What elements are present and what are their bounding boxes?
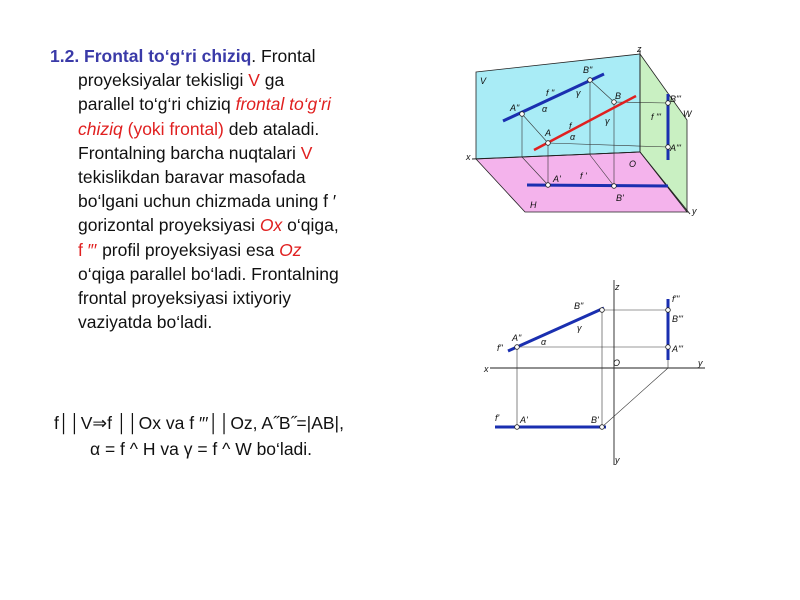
- svg-text:α: α: [570, 132, 576, 142]
- svg-text:A: A: [545, 128, 552, 138]
- svg-text:f ': f ': [580, 171, 587, 181]
- label-h: H: [530, 200, 537, 210]
- svg-text:A': A': [553, 174, 561, 184]
- label-x: x: [466, 152, 471, 162]
- svg-text:f ": f ": [546, 88, 555, 98]
- svg-text:f": f": [497, 343, 503, 353]
- formula-block: [54, 410, 394, 462]
- svg-text:γ: γ: [576, 88, 581, 98]
- description-paragraph: 1.2. Frontal to‘g‘ri chiziq. Frontal proyeksiyalar tekisligi V ga parallel to‘g‘ri chiziq frontal to‘g‘ri chiziq (yoki frontal) deb ataladi. Frontalning barcha nuqtalari V tekislikdan baravar masofada bo‘lgani uchun chizmada uning f ′ gorizontal proyeksiyasi Ox o‘qiga, f ″′ profil proyeksiyasi esa Oz o‘qiga parallel bo‘ladi. Frontalning frontal proyeksiyasi ixtiyoriy vaziyatda bo‘ladi.: [50, 44, 400, 334]
- svg-text:α: α: [542, 104, 548, 114]
- formula-line-2: α = f ^ H va γ = f ^ W bo‘ladi.: [90, 439, 313, 459]
- svg-text:B: B: [615, 91, 622, 101]
- line-f-frontal-proj: [508, 308, 604, 351]
- term-frontal: frontal to‘g‘ri: [235, 94, 331, 115]
- svg-text:f "': f "': [651, 112, 661, 122]
- svg-text:γ: γ: [577, 323, 582, 333]
- svg-text:B"': B"': [672, 314, 683, 324]
- projection-lines: [517, 310, 668, 427]
- svg-text:B": B": [583, 65, 593, 75]
- label-v: V: [480, 76, 487, 86]
- svg-text:f"': f"': [672, 294, 680, 304]
- svg-text:A': A': [520, 415, 528, 425]
- svg-text:A": A": [510, 103, 520, 113]
- svg-text:y: y: [615, 455, 620, 465]
- svg-text:O: O: [613, 358, 621, 368]
- epure-diagram: [480, 275, 710, 470]
- svg-text:A"': A"': [672, 344, 683, 354]
- svg-text:y: y: [698, 358, 703, 368]
- label-w: W: [683, 109, 692, 119]
- svg-text:B': B': [616, 193, 624, 203]
- svg-text:O: O: [629, 159, 637, 169]
- svg-text:A": A": [512, 333, 522, 343]
- svg-text:z: z: [615, 282, 620, 292]
- svg-text:f: f: [569, 121, 572, 131]
- svg-text:f': f': [495, 413, 500, 423]
- svg-text:B': B': [591, 415, 599, 425]
- svg-text:B"': B"': [670, 94, 681, 104]
- axonometric-diagram: [460, 40, 710, 220]
- svg-text:α: α: [541, 337, 547, 347]
- line-1: 1.2. Frontal to‘g‘ri chiziq. Frontal: [50, 46, 316, 66]
- points: [515, 308, 671, 430]
- label-z: z: [637, 44, 642, 54]
- formula-line-1: f││V⇒f ││Ox va f ″′││Oz, A˝B˝=|AB|,: [54, 413, 344, 433]
- svg-text:B": B": [574, 301, 584, 311]
- svg-text:x: x: [484, 364, 489, 374]
- svg-text:γ: γ: [605, 116, 610, 126]
- label-y: y: [692, 206, 697, 216]
- svg-text:A"': A"': [670, 143, 681, 153]
- section-heading: 1.2. Frontal to‘g‘ri chiziq: [50, 46, 252, 66]
